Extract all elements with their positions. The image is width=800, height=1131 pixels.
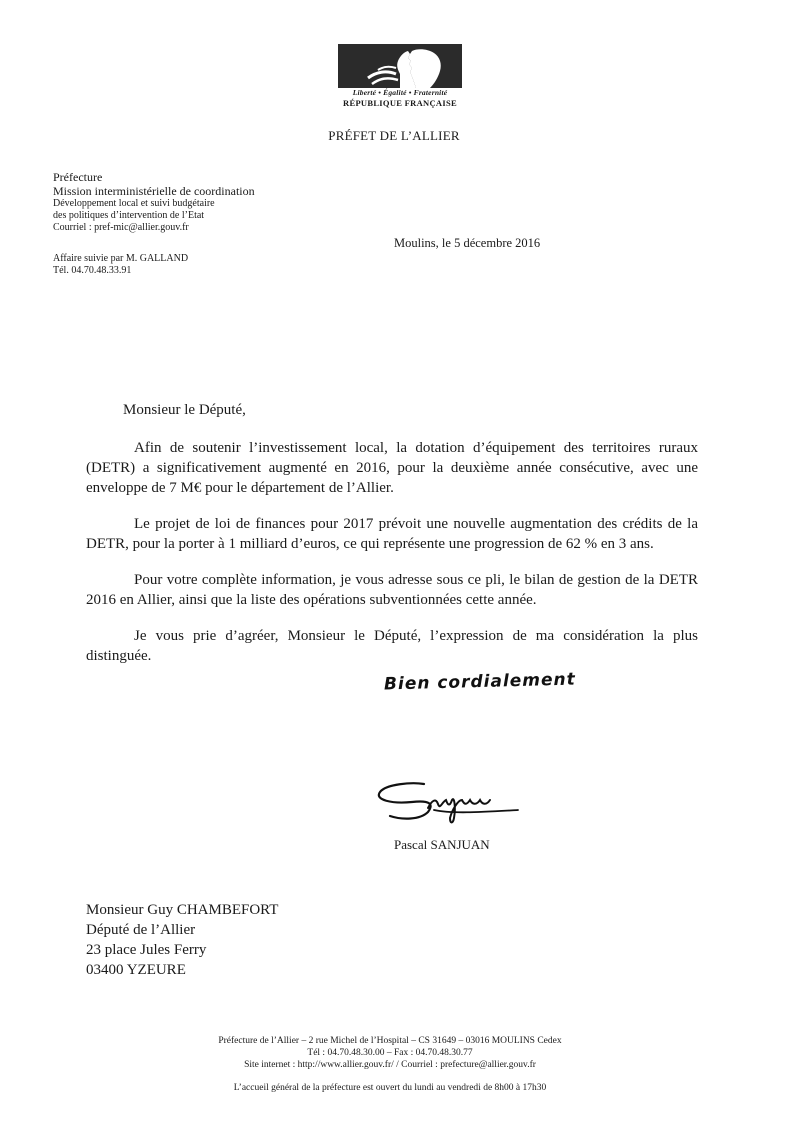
footer bbox=[0, 1035, 780, 1071]
paragraph: Le projet de loi de finances pour 2017 prévoit une nouvelle augmentation des crédits de la DETR, pour la porter à 1 milliard d’euros, ce qui représente une progression de 62 % en 3 ans. bbox=[86, 516, 698, 552]
letter-date: Moulins, le 5 décembre 2016 bbox=[394, 236, 541, 250]
prefect-title: PRÉFET DE L’ALLIER bbox=[328, 128, 460, 143]
footer-address: Préfecture de l’Allier – 2 rue Michel de l’Hospital – CS 31649 – 03016 MOULINS Cedex bbox=[218, 1036, 562, 1046]
sender-line: Mission interministérielle de coordination bbox=[53, 184, 255, 198]
recipient-line: Député de l’Allier bbox=[86, 922, 196, 938]
salutation: Monsieur le Député, bbox=[123, 402, 246, 418]
footer-phone: Tél : 04.70.48.30.00 – Fax : 04.70.48.30.77 bbox=[307, 1048, 473, 1058]
sender-email: Courriel : pref-mic@allier.gouv.fr bbox=[53, 222, 189, 233]
signature-icon bbox=[372, 770, 522, 830]
footer-web: Site internet : http://www.allier.gouv.fr/ / Courriel : prefecture@allier.gouv.fr bbox=[244, 1060, 536, 1070]
recipient-line: Monsieur Guy CHAMBEFORT bbox=[86, 902, 279, 918]
sender-line: Préfecture bbox=[53, 170, 103, 184]
sender-line: Développement local et suivi budgétaire bbox=[53, 198, 215, 209]
paragraph: Afin de soutenir l’investissement local, la dotation d’équipement des territoires ruraux (DETR) a significativement augmenté en 2016, pour la deuxième année consécutive, avec une enveloppe de 7 M€ pour le département de l’Allier. bbox=[86, 440, 698, 496]
sender-line: des politiques d’intervention de l’Etat bbox=[53, 210, 205, 221]
recipient-address bbox=[86, 900, 278, 980]
marianne-logo bbox=[338, 44, 462, 88]
paragraph: Je vous prie d’agréer, Monsieur le Député, l’expression de ma considération la plus distinguée. bbox=[86, 628, 698, 664]
sender-block bbox=[53, 170, 255, 234]
signer-name: Pascal SANJUAN bbox=[394, 837, 490, 852]
marianne-profile-icon bbox=[338, 44, 462, 88]
contact-block bbox=[53, 253, 188, 277]
republic-name: RÉPUBLIQUE FRANÇAISE bbox=[343, 98, 457, 108]
signature bbox=[372, 770, 522, 835]
republic-motto: Liberté • Égalité • Fraternité bbox=[352, 88, 448, 97]
contact-phone: Tél. 04.70.48.33.91 bbox=[53, 265, 132, 276]
paragraph: Pour votre complète information, je vous adresse sous ce pli, le bilan de gestion de la DETR 2016 en Allier, ainsi que la liste des opérations subventionnées cette année. bbox=[86, 572, 698, 608]
handwritten-note: Bien cordialement bbox=[383, 669, 577, 695]
handled-by: Affaire suivie par M. GALLAND bbox=[53, 253, 189, 264]
letter-body bbox=[86, 400, 698, 682]
recipient-line: 03400 YZEURE bbox=[86, 962, 186, 978]
opening-hours: L’accueil général de la préfecture est ouvert du lundi au vendredi de 8h00 à 17h30 bbox=[233, 1083, 547, 1093]
recipient-line: 23 place Jules Ferry bbox=[86, 942, 207, 958]
